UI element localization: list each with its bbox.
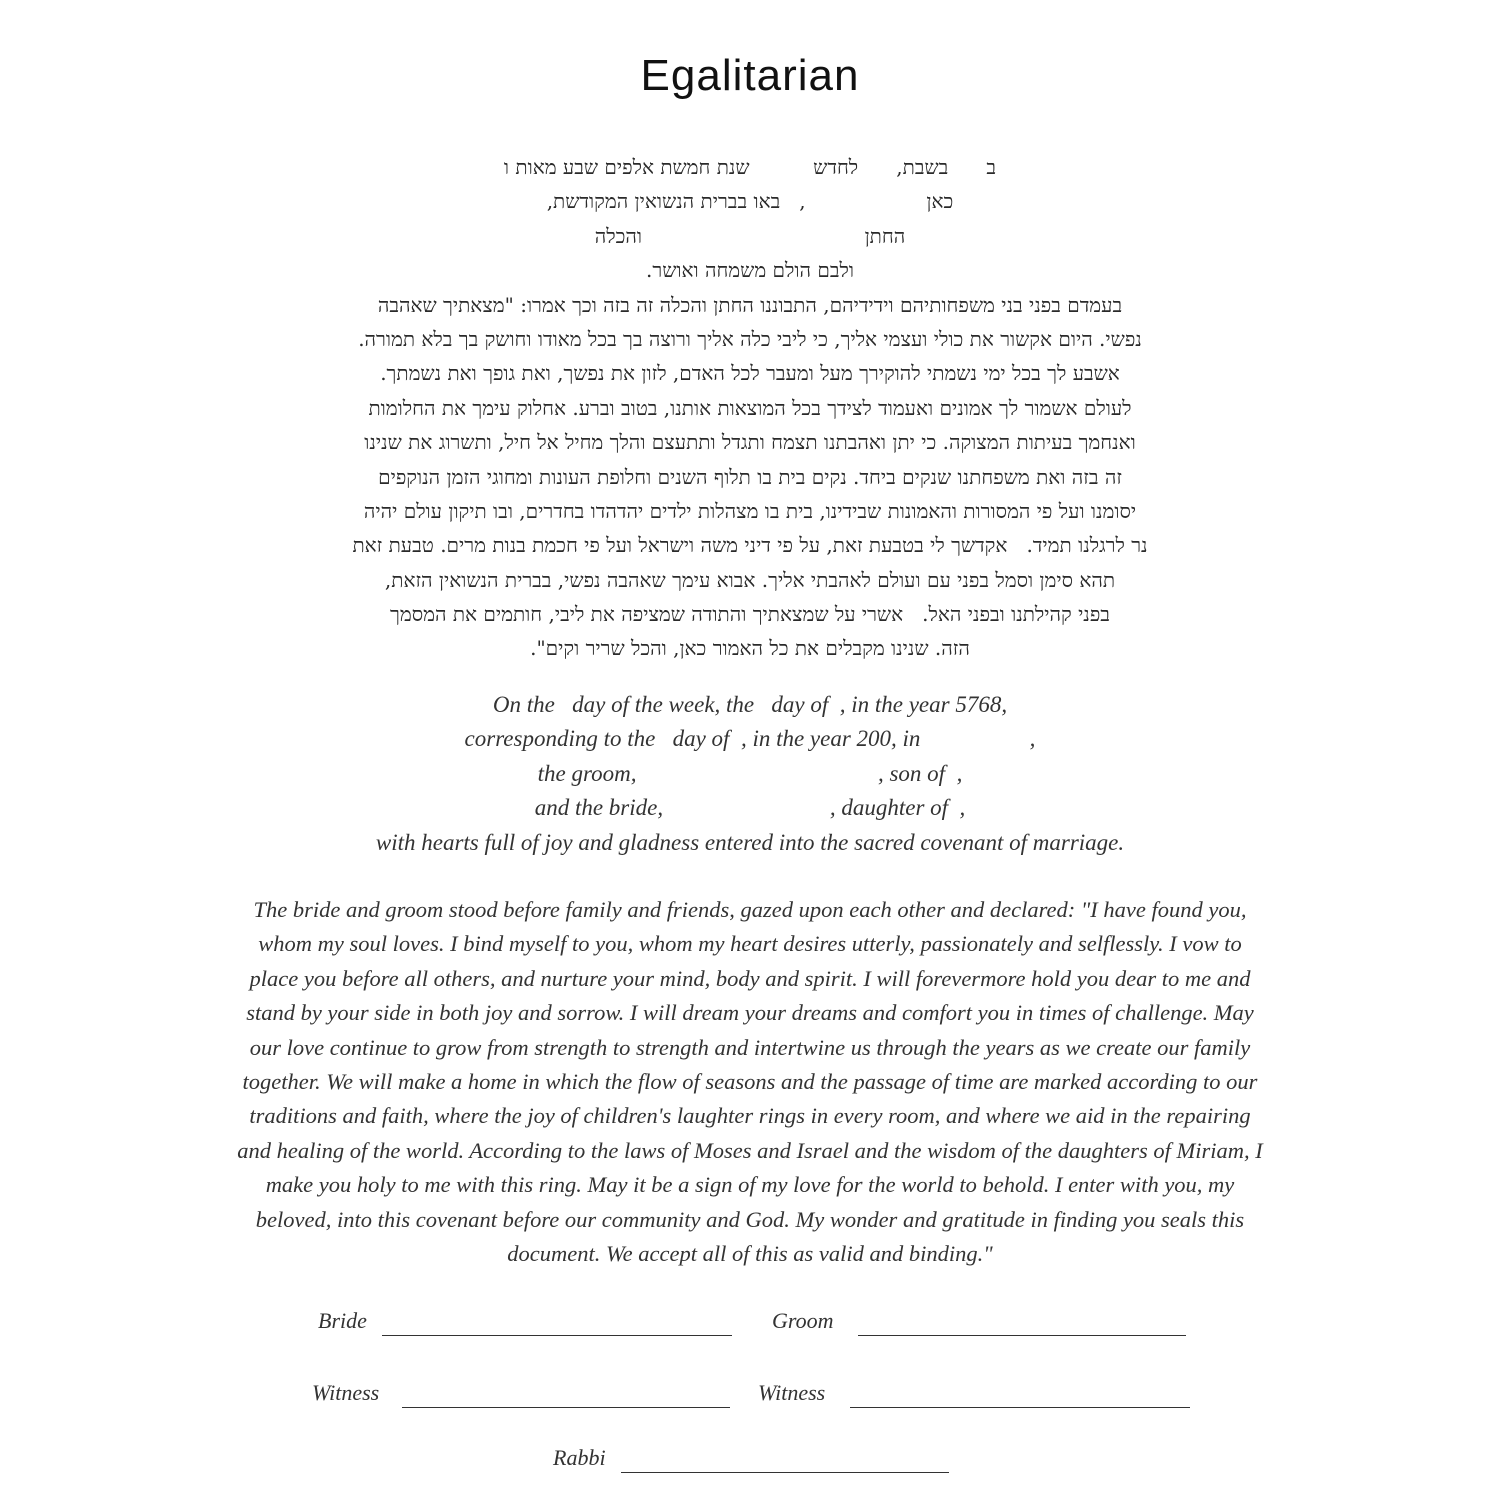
hebrew-line: ב בשבת, לחדש שנת חמשת אלפים שבע מאות ו [503, 155, 997, 179]
bride-signature [318, 1306, 738, 1336]
english-header-line: with hearts full of joy and gladness entered into the sacred covenant of marriage. [375, 829, 1125, 855]
hebrew-line: בפני קהילתנו ובפני האל. אשרי על שמצאתיך והתודה שמציפה את ליבי, חותמים את המסמך [390, 602, 1110, 627]
bride-signature-line[interactable] [382, 1335, 732, 1336]
english-header-line: On the day of the week, the day of , in the year 5768, [492, 692, 1008, 717]
hebrew-line: כאן , באו בברית הנשואין המקודשת, [546, 189, 954, 214]
hebrew-line: נפשי. היום אקשור את כולי ועצמי אליך, כי ליבי כלה אליך ורוצה בך בכל מאודו וחושק בך בלא תמורה. [358, 326, 1142, 351]
witness-right-signature-line[interactable] [850, 1407, 1190, 1408]
hebrew-line: יסומנו ועל פי המסורות והאמונות שבידינו, בית בו מצהלות ילדים יהדהדו בחדרים, ובו תיקון עולם יהיה [363, 498, 1137, 523]
english-body-line: traditions and faith, where the joy of children's laughter rings in every room, and where we aid in the repairing [249, 1103, 1251, 1129]
hebrew-line: ולבם הולם משמחה ואושר. [646, 258, 854, 283]
witness-left-signature-label: Witness [312, 1380, 380, 1405]
witness-left-signature-line[interactable] [402, 1407, 730, 1408]
groom-signature [772, 1306, 1192, 1336]
hebrew-line: תהא סימן וסמל בפני עם ועולם לאהבתי אליך. אבוא עימך שאהבה נפשי, בברית הנשואין הזאת, [384, 567, 1116, 592]
english-body-line: stand by your side in both joy and sorrow. I will dream your dreams and comfort you in times of challenge. May [246, 1000, 1254, 1026]
witness-right-signature-label: Witness [758, 1380, 826, 1405]
english-body-line: document. We accept all of this as valid and binding." [507, 1240, 993, 1266]
english-body-line: whom my soul loves. I bind myself to you, whom my heart desires utterly, passionately and selflessly. I vow to [258, 931, 1242, 957]
groom-signature-line[interactable] [858, 1335, 1186, 1336]
hebrew-line: ואנחמך בעיתות המצוקה. כי יתן ואהבתנו תצמח ותגדל ותתעצם והלך מחיל אל חיל, ותשרוג את שנינו [364, 430, 1136, 455]
rabbi-signature [553, 1443, 953, 1473]
rabbi-signature-label: Rabbi [553, 1445, 606, 1470]
english-declaration-block [145, 893, 1355, 1271]
rabbi-signature-line[interactable] [621, 1472, 949, 1473]
english-body-line: beloved, into this covenant before our community and God. My wonder and gratitude in finding you seals this [255, 1206, 1245, 1232]
hebrew-line: זה בזה ואת משפחתנו שנקים ביחד. נקים בית בו תלוף השנים וחלופת העונות ומחוגי הזמן הנוקפים [378, 464, 1122, 489]
hebrew-line: אשבע לך בכל ימי נשמתי להוקירך מעל ומעבר לכל האדם, לזון את נפשך, ואת גופך ואת נשמתך. [380, 361, 1120, 386]
english-header-line: and the bride, , daughter of , [534, 795, 966, 821]
bride-signature-label: Bride [318, 1308, 367, 1333]
english-body-line: and healing of the world. According to the laws of Moses and Israel and the wisdom of the daughters of Miriam, I [237, 1137, 1263, 1163]
hebrew-line: נר לרגלנו תמיד. אקדשך לי בטבעת זאת, על פי דיני משה וישראל ועל פי חכמת בנות מרים. טבעת זאת [352, 533, 1148, 558]
english-body-line: make you holy to me with this ring. May it be a sign of my love for the world to behold. I enter with you, my [265, 1172, 1235, 1198]
groom-signature-label: Groom [772, 1308, 834, 1333]
english-body-line: together. We will make a home in which the flow of seasons and the passage of time are marked according to our [242, 1068, 1258, 1094]
hebrew-line: לעולם אשמור לך אמונים ואעמוד לצידך בכל המוצאות אותנו, בטוב וברע. אחלוק עימך את החלומות [368, 395, 1132, 420]
hebrew-line: בעמדם בפני בני משפחותיהם וידידיהם, התבוננו החתן והכלה זה בזה וכך אמרו: "מצאתיך שאהבה [377, 292, 1123, 317]
english-header-block [150, 688, 1350, 860]
english-body-line: place you before all others, and nurture your mind, body and spirit. I will forevermore hold you dear to me and [249, 965, 1251, 991]
hebrew-line: הזה. שנינו מקבלים את כל האמור כאן, והכל שריר וקים". [530, 636, 970, 661]
english-header-line: the groom, , son of , [537, 760, 963, 786]
english-header-line: corresponding to the day of , in the year 200, in , [464, 726, 1036, 752]
english-body-line: The bride and groom stood before family and friends, gazed upon each other and declared: "I have found you, [253, 897, 1247, 922]
english-body-line: our love continue to grow from strength to strength and intertwine us through the years as we create our family [249, 1034, 1251, 1060]
witness-left-signature [312, 1378, 737, 1408]
witness-right-signature [758, 1378, 1198, 1408]
document-title: Egalitarian [640, 51, 860, 100]
hebrew-text-block [150, 150, 1350, 666]
hebrew-line: החתן והכלה [594, 223, 906, 248]
